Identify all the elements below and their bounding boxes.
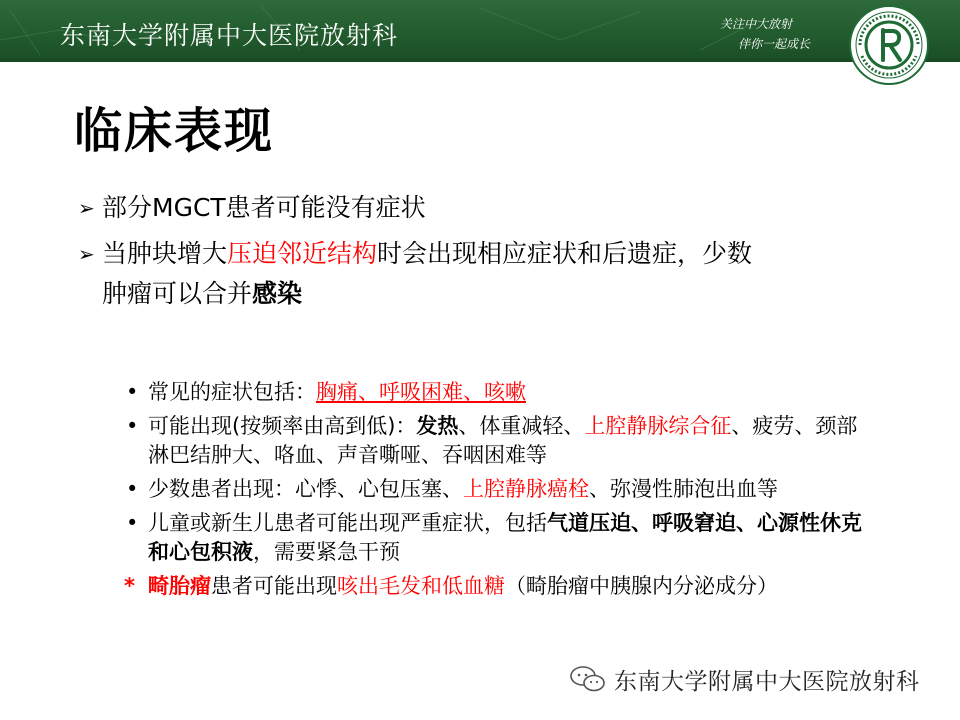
item-text: 时会出现相应症状和后遗症，少数	[377, 239, 753, 268]
item-text: ，需要紧急干预	[253, 540, 400, 564]
item-text: 少数患者出现：心悸、心包压塞、	[148, 477, 463, 501]
slogan-line-1: 关注中大放射	[720, 17, 793, 31]
bold-text: 感染	[252, 279, 303, 308]
wechat-icon	[568, 664, 608, 694]
highlight-text: 胸痛、呼吸困难、咳嗽	[316, 380, 526, 404]
asterisk-bullet-icon: *	[124, 574, 135, 598]
bold-text: 气道压迫、呼吸窘迫、心源性休克和心包积液	[148, 511, 862, 564]
list-item	[124, 475, 874, 504]
list-item	[124, 412, 874, 470]
item-text: 、体重减轻、	[458, 414, 585, 438]
item-text: 可能出现(按频率由高到低)：	[148, 414, 417, 438]
bold-text: 发热	[416, 414, 459, 438]
hospital-radiology-seal-icon	[848, 4, 930, 86]
bullet-icon: •	[126, 414, 139, 438]
item-text: 、弥漫性肺泡出血等	[589, 477, 778, 501]
main-point-list	[78, 188, 908, 320]
arrow-bullet-icon: ➢	[78, 196, 95, 220]
list-item	[78, 234, 908, 314]
watermark	[568, 664, 920, 694]
highlight-text: 畸胎瘤	[148, 574, 211, 598]
highlight-text: 上腔静脉癌栓	[463, 477, 589, 501]
symptom-list	[124, 378, 874, 606]
highlight-text: 压迫邻近结构	[227, 239, 378, 268]
header-banner	[0, 0, 960, 62]
highlight-text: 咳出毛发和低血糖	[337, 574, 505, 598]
highlight-text: 上腔静脉综合征	[584, 414, 732, 438]
item-text: 部分MGCT患者可能没有症状	[102, 193, 426, 222]
item-text: 儿童或新生儿患者可能出现严重症状，包括	[148, 511, 547, 535]
item-text: 当肿块增大	[102, 239, 228, 268]
bullet-icon: •	[126, 511, 139, 535]
header-slogan	[720, 14, 830, 54]
bullet-icon: •	[126, 380, 139, 404]
item-text: 肿瘤可以合并	[102, 279, 253, 308]
list-item	[78, 188, 908, 228]
item-text: 、疲劳、颈部淋巴结肿大、咯血、声音嘶哑、吞咽困难等	[148, 414, 858, 467]
watermark-text: 东南大学附属中大医院放射科	[614, 668, 920, 695]
list-item	[124, 378, 874, 407]
page-title: 临床表现	[74, 103, 275, 159]
list-item	[124, 572, 874, 601]
item-text: 常见的症状包括：	[148, 380, 316, 404]
arrow-bullet-icon: ➢	[78, 242, 95, 266]
bullet-icon: •	[126, 477, 139, 501]
item-text: （畸胎瘤中胰腺内分泌成分）	[505, 574, 778, 598]
slogan-line-2: 伴你一起成长	[738, 37, 811, 51]
list-item	[124, 509, 874, 567]
header-title: 东南大学附属中大医院放射科	[60, 21, 399, 50]
item-text: 患者可能出现	[211, 574, 337, 598]
